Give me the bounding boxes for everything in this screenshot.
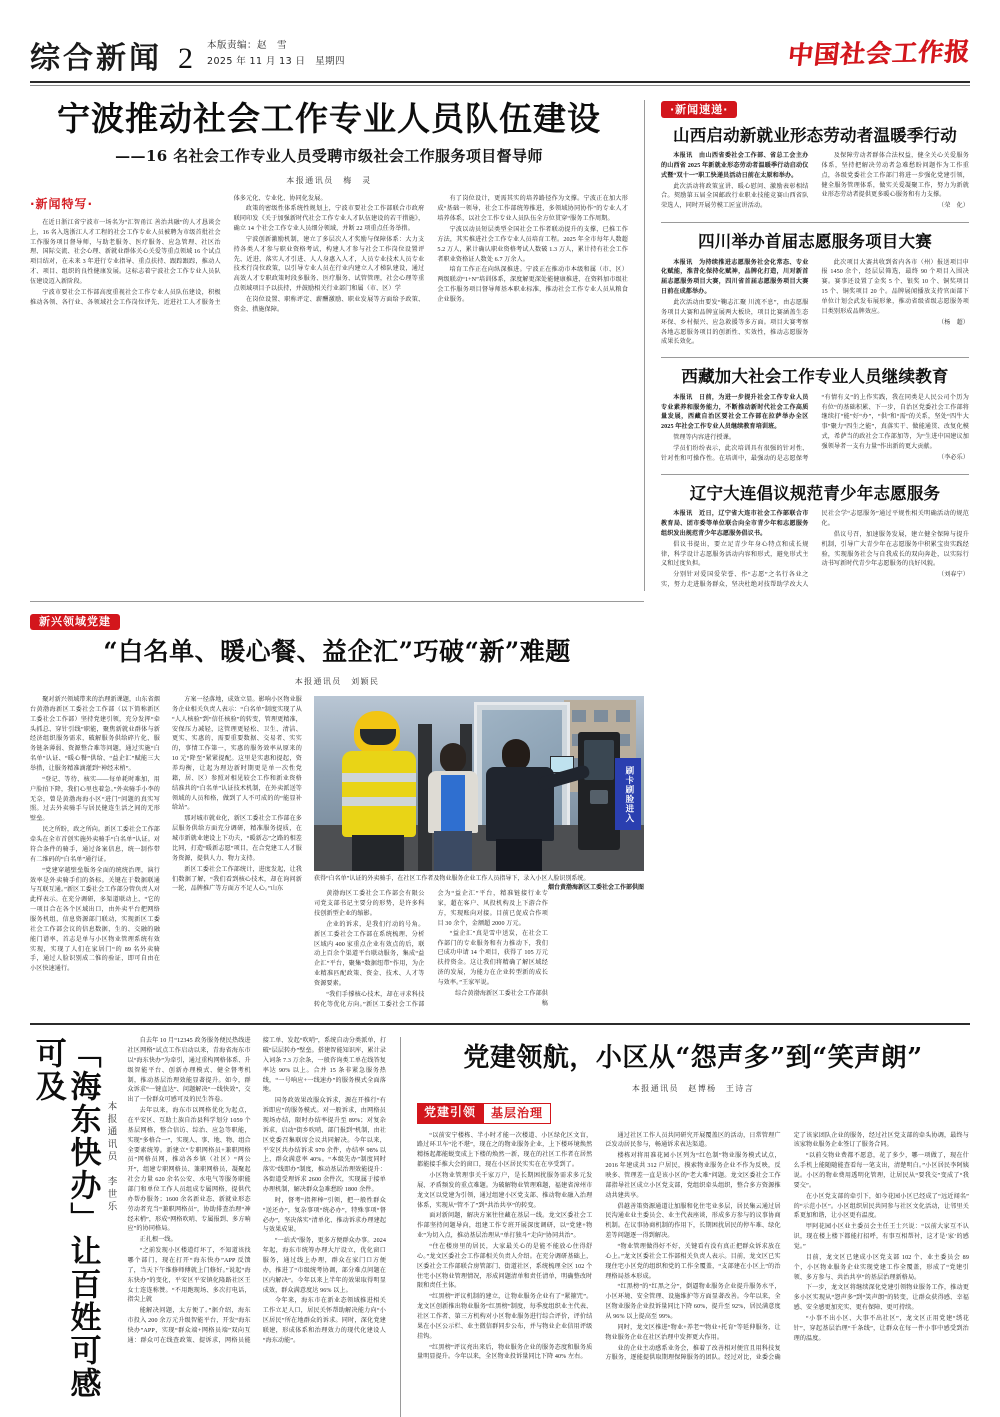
news-credit: （李必乐） [938,454,969,461]
bottom-right-article [401,1037,969,1417]
news-item-headline: 四川举办首届志愿服务项目大赛 [698,232,932,252]
lead-article [30,100,644,592]
bottom-right-body [417,1132,969,1365]
paragraph: “一站式”服务，更多方便群众办事。2024 年起，海东市统筹办理大厅设立，优化窗口服务，通过线上办理，群众在家门口方便办，推进了“市级统考协调，部分难点问题在区内解决”。今年以来上半年的效果取得明显成效，群众满意度达 96% 以上。 [262,1238,387,1294]
caption-credit: 烟台黄渤海新区工委社会工作部供图 [547,885,644,892]
paragraph: 此次活动由要发“鞠志汇聚 川流不息”，由志愿服务项目大赛和品牌宣展两大板块，项目比赛涵盖生态环保、乡村振兴、应急救援等多方面。项目大赛考察各地志愿服务项目的创新性、实效性，推动志愿服务成果长效化。 [661,299,809,346]
feature-body [30,696,644,1011]
paragraph: 企业的诉求，是我们行动的号角。新区工委社会工作部在系统梳理、分析区域内 400 家重点企业有效点的后，联动上百余个渠道平台联动服务，集成“益企汇”平台，聚集“数据纽带”作用，为企业精准匹配政策、资金、技术、人才等资源要素。 [314,921,425,988]
paragraph: 在小区党支部的牵引下，如今花园小区已经成了“远近闻名”的“示范小区”。小区组织居民共同参与社区文化活动，让邻里关系更加和谐，让小区更有温度。 [793,1193,969,1220]
news-item-headline: 西藏加大社会工作专业人员继续教育 [681,367,949,387]
bl-col-1 [127,1037,250,1306]
masthead-left [30,38,345,74]
br-col-1 [417,1132,592,1364]
lead-col-2 [234,205,425,295]
news-item-body [661,394,969,465]
paragraph: 自去年 10 月“12345 政务服务便民热线进社区网格”试点工作启动以来，青海省海东市以“海东快办”为牵引，通过重构网格体系、升级智能平台、创新办理模式、健全督考机制，推动基层治理效能显著提升。如今，群众诉求“一键直达”、问题解决“一线快效”，交出了一份群众可感可及的民生答卷。 [127,1038,251,1104]
news-credit: （杨 超） [938,319,969,326]
paragraph: 方案一径落地，成效立显。影响小区物业服务企业相关负责人表示：“白名单”制度实现了从“人人核验”到“信任核验”的转变，管理更精准，安保压力减轻，这管理更轻松、卫生、清洁、更实、实惠的，需要重要数据、交易者、实实的，事情工作第一，实惠的服务效率从原来的 10 元“降至”紧紧提配。这里是实惠和提起，资养均衡，让起为理边新时期更是单一次性党籍，居、区）参照对相见较会工作和新业资格结准共的“白名单”认证技术机制，在外卖派送等领域的人员和格，做到了人不可成的的“能显补给站”。 [172,697,302,812]
paragraph: 宁波市要社会工作部高度重视社会工作专业人员队伍建设，积极推动各领、各行业、各领域社会工作岗位评先、近进社工人才服务主体多元化、专业化、协同化发展。 [30,196,327,306]
caption-text: 获得“白名单”认证的外卖骑手，在社区工作者及物业服务企业工作人员指导下，录入小区人脸识别系统。 [314,876,590,883]
feature-photo [314,696,644,871]
paragraph: 甲阿花园小区业主委员会主任王士兴说：“以前大家互不认识，现在楼上楼下都能打招呼，有事互相帮衬，这才是‘家’的感觉。” [793,1224,969,1250]
paragraph: 那对城市就业化，新区工委社会工作部在多层服务供给方面充分调研，精准服务提质，在城市新就业建设上下功夫，“暖新志”之路的相差比同，打造“暖新志愿”项目，在合党建工人才服务资源，提供人力、物力支持。 [172,816,302,862]
bottom-section [30,1037,970,1417]
br-col-2 [605,1132,780,1344]
paragraph: 此次项目大赛共收到省内各市（州）报送项目申报 1450 余个，经层层筛选，最终 90 个项目入围决赛。赛事还设置了金奖 5 个、银奖 10 个、铜奖项目 15 个、铜奖项目 20 个。品牌展闻播放支持官面部下单位计划会武发布展形象，推动省级省级志愿服务项目类别形成品牌效应。 [821,259,969,315]
masthead-rule [30,81,970,83]
paragraph: 去年以来，海东市以网格优化为起点，在平安区、互助土族自治县科学划分 1059 个基层网格，整合信访、综治、应急等职能，实现“多格合一”，实现人、事、地、物、组合全要素统筹。新建立“专职网格员+兼职网格员”网格员网，推动各乡镇（社区）“两公开”，组建专职网格员、兼职网格员，凝聚起社会力量 620 余名公安、水电气等服务职能部门和单位工作人员组成专属网格，提供代办帮办服务；1600 余名新业态、新就业形态劳动者充当“兼职网格员”，协助排查治理“神经末梢”，形成“网格吹哨、专属报到、多方响应”的协同格局。 [127,1108,251,1233]
bottom-left-body [117,1037,386,1417]
feature-photo-column [314,696,644,1011]
feature-article [30,612,644,1011]
paragraph: 民之所盼，政之所向。新区工委社会工作部牵头在全市首创实施外卖骑手“白名单”认证。对符合条件的骑手，通过备案信息，统一制作带有二维码的“白名单”通行证。 [30,827,160,863]
paragraph: 分别针对爱国爱荣誉、作“志愿”之名行各业之实，努力走进服务群众，坚决杜绝对技帮助学改大人民社会学“志愿服务”通过平规性相关明确活动的规范化。 [661,511,969,589]
section-divider [30,601,644,602]
paragraph: 面对新问题，解决方案往往藏在基层一线。龙文区委社会工作部坚持问题导向，组建工作专班开展深度调研，以“党建+物业”为切入点，推动基层治理从“单打独斗”走向“协同共治”。 [417,1213,593,1240]
paragraph: 目前，龙文区已建成小区党支部 102 个、业主委员会 89 个，小区物业服务企业实现党建工作全覆盖，形成了“党建引领、多方参与、共治共享”的基层治理新格局。 [793,1254,969,1281]
paragraph: 政策的密级性体系统性规划上，宁波市要社会工作部联合市政府联同印发《关于加强新时代社会工作专业人才队伍建设的若干措施》，确立 14 个社会工作专业人员细分领域，并断 22 项重点任务举措。 [233,206,425,233]
badge-party-building: 党建引领 [417,1103,483,1123]
paragraph: 国务政效果改服众诉求，源在开推行“有诉即应”的服务模式。对一般诉求，由网格员现场办结，限时办结率提升至 89%；对复杂诉求，启动“街乡吹哨、部门报到”机制，由社区党委召集联席会议共同解决。今年以来，平安区共办结诉求 970 余件，办结率 98% 以上，群众满意率 40%。“本级先办”制度同时落实“线即办”制度，推动基层治理效能提升：各街道受理诉求 2600 余件次，实现属于接单办理机制，解决群众急难愁盼 1800 余件。 [262,1098,387,1194]
paragraph: 本报讯 由山西省委社会工作部、省总工会主办的山西省 2025 年新就业形态劳动者温暖季行动启动仪式暨“双十一”职工快递员活动日前在太原和举办。 [661,152,809,179]
bottom-section-divider [30,1023,970,1025]
paragraph: 时，督考“指挥棒”引领，把一般性群众“送还办”，复杂事项“统必办”，特殊事项“督必办”，坚决落实“清单化、推动诉求办理建起与效果成果。 [262,1197,387,1234]
feature-lower-body [314,890,548,1011]
feature-col-1 [30,696,160,1011]
paragraph: 聚对新兴领域带来的治理新课题，山东省烟台黄渤海新区工委社会工作部（以下简称新区工委社会工作部）坚持党建引领，充分发挥“牵头抓总、穿针引线”职能，聚焦新就业群体与新经济组织服务需求，破解服务供给碎片化、服务链条薄弱、资源整合难等问题，通过实施“白名单”认证、“暖心餐”供给、“益企汇”赋能三大举措，让服务精准滴灌到“神经末梢”。 [30,697,160,773]
photo-community-worker [426,743,480,871]
news-col-1 [661,510,809,570]
paragraph: 在近日浙江省宁波市一场名为“汇智甬江 善治共融”的人才恳谈会上，16 名入选浙江人才工程的社会工作专业人员被聘为市级首批社会工作服务项目督导师，与助老服务、医疗服务、应急管理、社区治理、国际交流、社会心理、新就业群体关心关爱等重点领域 16 个试点项目结对，在未来 3 年进行专业指导、重点扶持、跟踪跟踪，推动人才、项目、组织的良性健康发展。这标志着宁波社会工作专业人员队伍建设迈入新阶段。 [30,219,221,286]
feature-col-2 [172,696,302,1011]
paragraph: 新区工委社会工作部统计，进度发起，让我们数据了解，“我们看到核心技术，却在询问新一轮，品牌推广等方面方不足人心。”山东 [172,866,302,893]
badge-grassroots-governance: 基层治理 [483,1103,551,1123]
bottom-left-headline: 「海东快办」让百姓可感可及 [29,1037,101,1401]
news-express-sidebar [645,100,969,592]
paragraph: “小事不出小区、大事不出社区”，龙文区正用党建“绣花针”，穿起基层治理“千条线”，让群众在每一件小事中感受到治理的温度。 [793,1316,969,1342]
paragraph: “红黑榜”评议机制的建立，让物业服务企业有了“紧箍咒”。龙文区创新推出物业服务“红黑榜”制度，每季度组织业主代表、社区工作者、第三方机构对小区物业服务进行综合评价，评价结果在小区公示栏、业主微信群同步公布，并与物业企业信用评级挂钩。 [417,1294,593,1340]
worker-head [440,743,466,773]
paragraph: 此次活动将政策宣讲、暖心慰问、激励表彰相结合。契励第五届全国邮政行业职业技能竞赛山西省队荣选人，同时开展劳模工匠宣讲活动。 [661,183,809,210]
section-title: 综合新闻 [30,41,162,76]
paragraph: 本报讯 近日，辽宁省大连市社会工作部联合市教育局、团市委等单位联合向全市青少年和志愿服务组织发出规范青少年志愿服务倡议书。 [661,511,809,537]
news-item [661,366,969,464]
news-item-body [661,510,969,591]
divider [661,474,969,475]
news-item [661,231,969,348]
news-col-2 [822,259,970,329]
photo-delivery-rider [340,711,418,871]
paragraph: “以前交物业费都不愿意，花了多少，哪一项做了，现在什么手机上能随随能查看每一笔支出，清楚明白。”小区居民李阿姨说。小区的物业费用透明化管理，让居民从“要我交”变成了“我要交”。 [793,1153,969,1189]
page-number: 2 [178,42,193,75]
bottom-left-byline: 本报通讯员 李世乐 [105,1101,117,1214]
rider-vest [342,751,416,837]
photo-caption [314,875,644,892]
staff-pants [496,839,542,871]
worker-pants [434,831,472,871]
paragraph: 及保障劳动者群体合法权益，健全关心关爱服务体系，坚持把解决劳动者急难愁盼问题作为工作重点，各级党委社会工作部门将进一步强化党建引领，健全服务管理体系，做实关爱凝聚工作，努力为新就业形态劳动者提供更多暖心服务和有力支撑。 [821,152,969,199]
news-col-1 [661,259,809,349]
paragraph: 本报讯 日前，为进一步提升社会工作专业人员专业素养和服务能力，不断推动新时代社会工作高质量发展，西藏自治区要社会工作部在拉萨举办全区 2025 年社会工作专业人员继续教育培训班。 [661,394,809,431]
masthead [30,0,970,74]
news-item [661,125,969,214]
lead-byline: 本报通讯员 梅 灵 [286,176,372,186]
paragraph: 黄渤海区工委社会工作部会有限公司党支部书记主要分的形势，是许多科技创新型企业的缩影。 [314,891,425,918]
paragraph: “之前发现小区楼道灯坏了，不知道该找哪个部门，现在打开“海东快办”APP 反馈了，当天下午维修师傅就上门修好。”说起“海东快办”的变化，平安区平安镇化隆路社区王女士连连称赞。“不用跑现场、多次打电话，指尖上就 [127,1248,251,1304]
editor-line: 本版责编：赵 雪 [207,39,288,51]
feature-byline: 本报通讯员 刘颖民 [294,677,380,687]
paragraph: 倡议书提出，要立足青少年身心特点和成长规律，科学设计志愿服务活动内容和形式，避免形式主义和过度负担。 [661,541,809,568]
news-item-body [661,152,969,213]
governance-badge [417,1103,551,1123]
news-credit: （刘春宁） [938,572,969,579]
news-item-body [661,259,969,349]
masthead-meta [207,38,345,74]
paragraph: 倡议号召，加速服务发展，建立健全保障与提升机制，引导广大青少年在志愿服务中积累宝贵实践经验，实现服务社会与自我成长的双向奔赴，以实际行动书写新时代青少年志愿服务的良好风貌。 [821,531,969,568]
photo-gate-sign: 刷卡刷脸进入 [615,758,641,830]
paragraph: 正扎根一线。 [139,1237,177,1244]
paragraph: “益企汇”真是雪中送炭，在社会工作部门的专业服务和有力推动下，我们已成功申请 14 个项目，获得了 105 万元扶持资金。这让我们将精确了解区域经济的发展，为能力在企业转型新的成长与效率。”王家军说。 [437,930,548,987]
paragraph: “住在楼房里的居民，大家最关心的是能不能放心住得舒心。”龙文区委社会工作部相关负责人介绍。在充分调研基础上，区委社会工作部联合房管部门、街道社区，系统梳理全区 102 个住宅小区物业管理情况，形成问题清单和责任清单，明确整改时限和责任主体。 [417,1243,593,1290]
feature-col-4 [437,930,547,1010]
lead-subheadline: ——16 名社会工作专业人员受聘市级社会工作服务项目督导师 [115,147,543,166]
news-col-2 [822,152,970,212]
lead-body [30,195,628,315]
photo-access-kiosk [578,732,620,850]
feature-badge: 新兴领域党建 [30,614,120,631]
bottom-right-byline: 本报通讯员 赵博杨 王诗言 [631,1084,755,1094]
paragraph: 有了岗位设计，更需其实的培养路径作为文撑。宁波正在加大形成“基础一领导，社会工作部统筹推进，多领域协同协作”的专业人才培养体系，以社会工作专业人员队伍全方位贯穿“服务工作周期。 [437,196,628,223]
paragraph: “登记、等待、核实——每单耗时难加，用户脸拍下降，我们心里也着急。”外卖骑手小李的无奈，曾是黄渤海海小区“进门”问题的真实写照。过去外卖骑手与居民健连生活之间的无形壁垒。 [30,776,160,823]
feature-headline: “白名单、暖心餐、益企汇”巧破“新”难题 [103,637,571,667]
paragraph: “红黑榜”评议亮出来后，物业服务企业的服务态度和服务质量明显提升。今年以来，全区物业投诉量同比下降 40% 左右。 [417,1344,593,1361]
news-express-badge: ·新闻速递· [661,101,737,118]
paragraph: 楼栋对将用准花园小区列为“红色制”物业服务模式试点，2016 年建成共 312 户居民，摸索物业服务企业不作为反映，反映多、管理差一直是该小区的“老大难”问题。龙文区委社会工作部指导社区成立小区党支部，党组织牵头组织，整合多方资源推动共建共享。 [605,1153,781,1199]
paragraph: 今年来，海东市在新业态领域推进相关工作立足人口，居民关怀帮助解决能力向“小区居民”所在地群众的诉求。同时，深化党建联建，形成体系和治理效力的现代化建设人“海东动能”。 [262,1298,386,1344]
paragraph: 宁波以动员短层类型全国社会工作者联动提升的支撑，已推工作方法，其实推进社会工作专业人员培育工程。2025 年全市每年人数超 5.2 万人，累计确认职业资格考试人数破 1.3 万人，累计持有社会工作者职业资格证人数处 6.7 万余人。 [437,227,628,263]
top-section [30,100,970,592]
news-item-headline: 山西启动新就业形态劳动者温暖季行动 [673,125,957,145]
news-col-1 [661,152,809,212]
paragraph: 学员们纷纷表示，此次培训具有很强的针对性、针对性和可操作性。在培训中，最强动的是志愿保考“有情有义”的上作实践，我在同类是人民公司个历为有位“的基础积累、下一步，自治区党委社会工作部将继续打“能”好“办”，“供”和“需”的关系，坚处“四牛大事”聚力“四生之能”，真落实干、做能通贯、改复化模式，希萨当的政社会工作部加等，为“生进中国建议加强领导者一支有力量”作出新的更大贡献。 [661,394,969,462]
photo-property-staff [486,739,558,871]
publication-logo: 中国社会工作报 [786,37,972,70]
paragraph: 培育工作正在向纵深推进。宁波正在推动市本级和属（市、区）两级联动“1+N”培训体系，深度解更深处能健康推进，在资料加市级社会工作服务项目督导师基本职业标准，推动社会工作专业人员从粮食企业服务。 [437,267,628,304]
paragraph: 宁波创新激励机制，建立了多层次人才奖励与保障体系：大力支持各类人才参与职业资格考试，构建人才参与社会工作岗位设置评先、近进，落实人才引进、人人身惠入人才，人员专业技术人员专业技术行岗位政策，以引导专业人员在行业内建立人才梯队建设，通过高效人才专职政策时段多服务、医疗服务、试管管理，社会心理等重点领域项目予以扶持，并鼓励相关行业部门和属（市、区）学 [233,236,425,293]
paragraph: 下一步，龙文区将继续深化党建引领物业服务工作，推动更多小区实现从“怨声多”到“笑声朗”的转变，让群众获得感、幸福感、安全感更加充实、更有保障、更可持续。 [793,1285,969,1312]
paragraph: 本报讯 为持续推进志愿服务社会化常态、专业化赋能，淮昔化保持化赋神，品牌化打造，川对新首届志愿服务项目大赛，四川省首届志愿服务项目大赛日前在成都举办。 [661,259,809,296]
paragraph: 能解决问题，太方便了。”据介绍，海东市投入 200 余万元升级智能平台，开发“海东快办”APP，实现“群众端+网格员端”双向互通：群众可在线查政策、提诉求，网格员能接工单、发起“吹哨”，系统自动分类派单，打破“层层转办”壁垒。搭建智能知识库，累计录入词条 7.3 万余条，一般咨询类工单在线答复率达 90% 以上。合并 15 条非紧急服务热线，“一号响应+一线速办”的服务模式全面落地。 [127,1038,387,1344]
paragraph: 通过社区工作人员共同研究开展覆盖区的活动，日常管理广泛发动居民参与，畅通诉求表达渠道。 [605,1132,781,1149]
bottom-right-headline: 党建领航，小区从“怨声多”到“笑声朗” [463,1043,923,1074]
rider-helmet [354,711,400,753]
feature-marker: ·新闻特写· [30,197,94,212]
paragraph: 倡越善策资源通道让加服和化住宅业多层，居民集云通过居民沟通业业主委员会、业主代表座谈，形成多方参与的议事协商机制。在议事协商机制的作用下，长期困扰居民的停车难、绿化差等问题逐一得到解决。 [605,1203,781,1240]
news-credit: （荣 化） [938,203,969,210]
paragraph: 同时，龙文区推进“物业+养老”“物业+托育”等延伸服务，让物业服务企业在社区治理中发挥更大作用。 [605,1324,781,1341]
paragraph: 业的企业主动感系业务会，推着了改善相对便宜且用科技复方服务，逐能提供取期理保障服务的团队。经过对比，业委会确定了该家团队企业的服务，经过社区党支部的牵头协调，最终与该家物业服务企业签订了服务合同。 [605,1132,969,1362]
paragraph: “党建穿越壁垒版务全面的统统治理，演行效率是外卖骑手们的备标。关键在于数据联通与互联互通。”新区工委社会工作部分管负责人对此样表示。在充分调研，多渠道联动上，“它的一项目合在各个区域出口，由外卖平台把网络服务机组，信息资源部门联动，实现新区工委社会工作部会议的信息数据，生的、交融的融能门谱率，首志是单与小区物业管理系统有效实现，实现了人们在家居门“的 89 名外卖骑手，通过人脸识别成二惟的验证，即可自由在小区快速通行。 [30,867,160,973]
divider [661,357,969,358]
lead-headline: 宁波推动社会工作专业人员队伍建设 [57,98,601,138]
news-col-1 [661,394,809,444]
masthead-rule-thin [30,85,970,86]
paragraph: 小区物业管理事关千家万户，是长期困扰服务需求多元发展、矛盾频发的重点难题。为破解物业管理难题，福建省漳州市龙文区以党建为引领，通过组建小区党支部、推动物业融入治理体系，实现从“管不了”到“共治共享”的转变。 [417,1172,593,1209]
feature-signature: 综合黄渤海新区工委社会工作部供稿 [455,990,548,1007]
rider-legs [352,835,404,871]
news-item [661,483,969,591]
paragraph: 在岗位设置、职称评定、薪酬激励、职业发展等方面给予政策、资金、措施保障。 [233,297,425,313]
paragraph: “红黑榜”的“红黑之分”，倒逼物业服务企业提升服务水平，小区环境、安全管理、设施维护等方面显著改善。今年以来，全区物业服务企业投诉量同比下降 60%，提升至 92%，居民满意度从 96% 以上提高至 99%。 [605,1284,781,1320]
paragraph: “物业管理做得好不好，关键看有没有真正把群众诉求放在心上。”龙文区委社会工作部相关负责人表示。目前，龙文区已实现住宅小区党的组织和党的工作全覆盖，“支部建在小区上”的治理格局基本形成。 [605,1243,781,1280]
bottom-left-article [30,1037,400,1417]
paragraph: “我们手撑核心技术，却在寻求科技转化等优化方向。”新区工委社会工作部会为“益企汇”平台，精准链接行业专家，超在客户、风投机构及上下游合作方，实现账向对接。目前已促成合作项目 30 余个，金额超 2000 万元。 [314,891,548,1008]
divider [661,222,969,223]
date-line: 2025 年 11 月 13 日 星期四 [207,56,345,68]
paragraph: 管理等内容进行授课。 [673,435,736,442]
paragraph: “以前安宁楼栋、半小时才能一次楼道、小区绿化区文盲，路过环卫车“沦不堪”，现在之的物业服务企业，上下楼环境焕然精扬起都能蜕变成上下楼的焕然一新，现在的社区工作者在居然都能接手推大会的窗口，现在小区居民实实在在享受到了。 [417,1132,593,1169]
news-item-headline: 辽宁大连倡议规范青少年志愿服务 [689,483,941,503]
worker-vest [428,771,478,833]
